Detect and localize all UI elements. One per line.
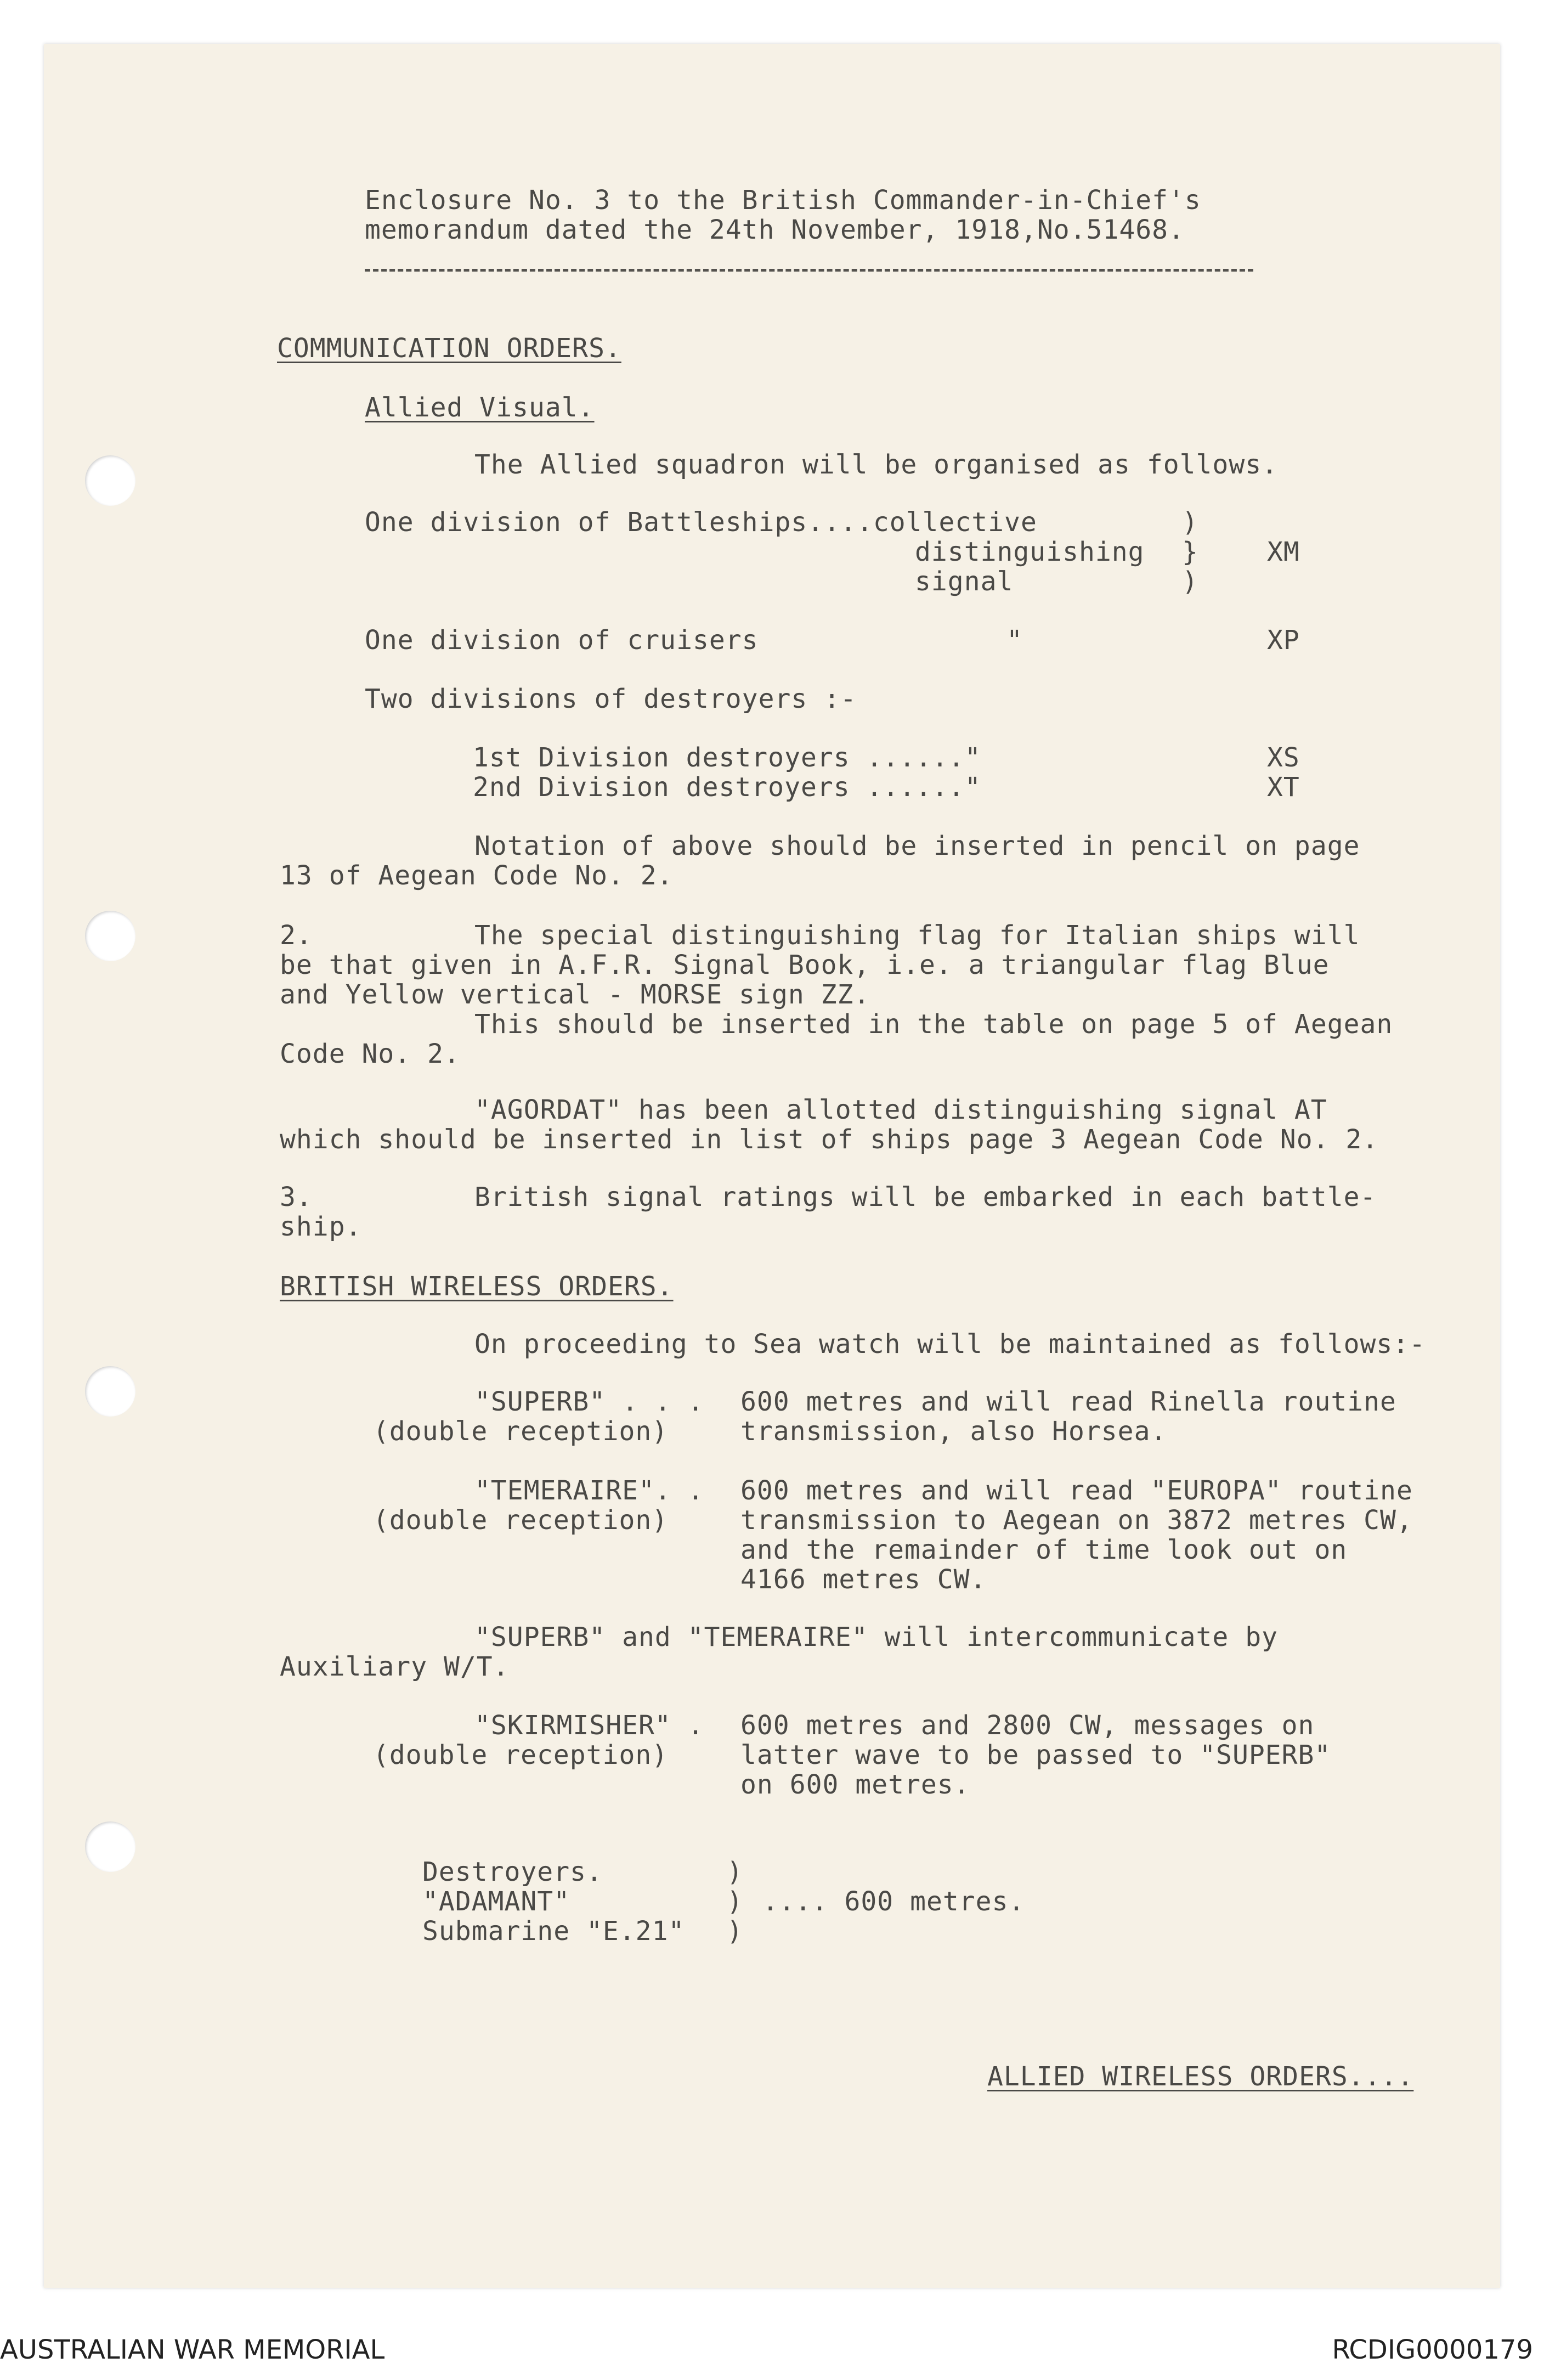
header-line-2: memorandum dated the 24th November, 1918,No.51468. (365, 215, 1185, 245)
skirmisher-line-1: 600 metres and 2800 CW, messages on (740, 1710, 1315, 1741)
battleships-cont-2: signal (915, 566, 1014, 597)
cruisers-code: XP (1267, 625, 1300, 656)
header-rule (365, 269, 1253, 272)
battleships-code: XM (1267, 537, 1300, 567)
intercom-line-1: "SUPERB" and "TEMERAIRE" will intercommunicate by (474, 1622, 1279, 1653)
group-item-1: Destroyers. (422, 1857, 603, 1887)
temeraire-reception: (double reception) (373, 1505, 669, 1536)
para-3-line-1: British signal ratings will be embarked in each battle- (474, 1182, 1377, 1212)
intercom-line-2: Auxiliary W/T. (280, 1651, 510, 1682)
british-wireless-intro: On proceeding to Sea watch will be maintained as follows:- (474, 1329, 1426, 1360)
division-1-label: 1st Division destroyers ......" (473, 742, 981, 773)
para-2-line-4: This should be inserted in the table on page 5 of Aegean (474, 1009, 1393, 1040)
battleships-label: One division of Battleships....collective (365, 507, 1037, 538)
superb-reception: (double reception) (373, 1416, 669, 1447)
agordat-line-2: which should be inserted in list of ships page 3 Aegean Code No. 2. (280, 1124, 1379, 1155)
temeraire-line-2: transmission to Aegean on 3872 metres CW, (740, 1505, 1413, 1536)
communication-orders-heading: COMMUNICATION ORDERS. (277, 333, 621, 364)
agordat-line-1: "AGORDAT" has been allotted distinguishing signal AT (474, 1095, 1327, 1125)
punch-hole (85, 911, 135, 961)
punch-hole (85, 1366, 135, 1417)
brace: ) ) ) (727, 1857, 743, 1947)
temeraire-line-1: 600 metres and will read "EUROPA" routine (740, 1475, 1413, 1506)
division-1-code: XS (1267, 742, 1300, 773)
group-value: .... 600 metres. (762, 1886, 1025, 1917)
superb-line-2: transmission, also Horsea. (740, 1416, 1167, 1447)
division-2-label: 2nd Division destroyers ......" (473, 772, 981, 803)
skirmisher-line-2: latter wave to be passed to "SUPERB" (740, 1740, 1331, 1770)
footer-left: AUSTRALIAN WAR MEMORIAL (0, 2334, 385, 2365)
temeraire-line-4: 4166 metres CW. (740, 1564, 987, 1595)
destroyers-intro: Two divisions of destroyers :- (365, 684, 857, 714)
allied-visual-intro: The Allied squadron will be organised as follows. (474, 449, 1279, 480)
footer-right: RCDIG0000179 (1332, 2334, 1533, 2365)
battleships-cont-1: distinguishing (915, 537, 1145, 567)
brace: ) } ) (1182, 507, 1198, 597)
skirmisher-line-3: on 600 metres. (740, 1769, 970, 1800)
header-line-1: Enclosure No. 3 to the British Commander-in-Chief's (365, 185, 1201, 216)
superb-name: "SUPERB" . . . (474, 1386, 704, 1417)
superb-line-1: 600 metres and will read Rinella routine (740, 1386, 1396, 1417)
para-2-number: 2. (280, 920, 313, 951)
allied-visual-heading: Allied Visual. (365, 392, 595, 423)
skirmisher-name: "SKIRMISHER" . (474, 1710, 704, 1741)
group-item-2: "ADAMANT" (422, 1886, 570, 1917)
document-page (44, 44, 1500, 2288)
temeraire-name: "TEMERAIRE". . (474, 1475, 704, 1506)
punch-hole (85, 455, 135, 506)
cruisers-label: One division of cruisers (365, 625, 759, 656)
notation-line-1: Notation of above should be inserted in pencil on page (474, 831, 1360, 861)
continuation-catchword: ALLIED WIRELESS ORDERS.... (987, 2061, 1414, 2092)
skirmisher-reception: (double reception) (373, 1740, 669, 1770)
para-2-line-1: The special distinguishing flag for Italian ships will (474, 920, 1360, 951)
para-3-line-2: ship. (280, 1211, 362, 1242)
para-3-number: 3. (280, 1182, 313, 1212)
cruisers-ditto: " (1006, 625, 1023, 656)
group-item-3: Submarine "E.21" (422, 1916, 685, 1947)
temeraire-line-3: and the remainder of time look out on (740, 1535, 1348, 1565)
para-2-line-5: Code No. 2. (280, 1039, 460, 1069)
division-2-code: XT (1267, 772, 1300, 803)
british-wireless-heading: BRITISH WIRELESS ORDERS. (280, 1271, 674, 1302)
para-2-line-2: be that given in A.F.R. Signal Book, i.e. a triangular flag Blue (280, 950, 1330, 980)
notation-line-2: 13 of Aegean Code No. 2. (280, 860, 674, 891)
para-2-line-3: and Yellow vertical - MORSE sign ZZ. (280, 979, 870, 1010)
punch-hole (85, 1821, 135, 1872)
